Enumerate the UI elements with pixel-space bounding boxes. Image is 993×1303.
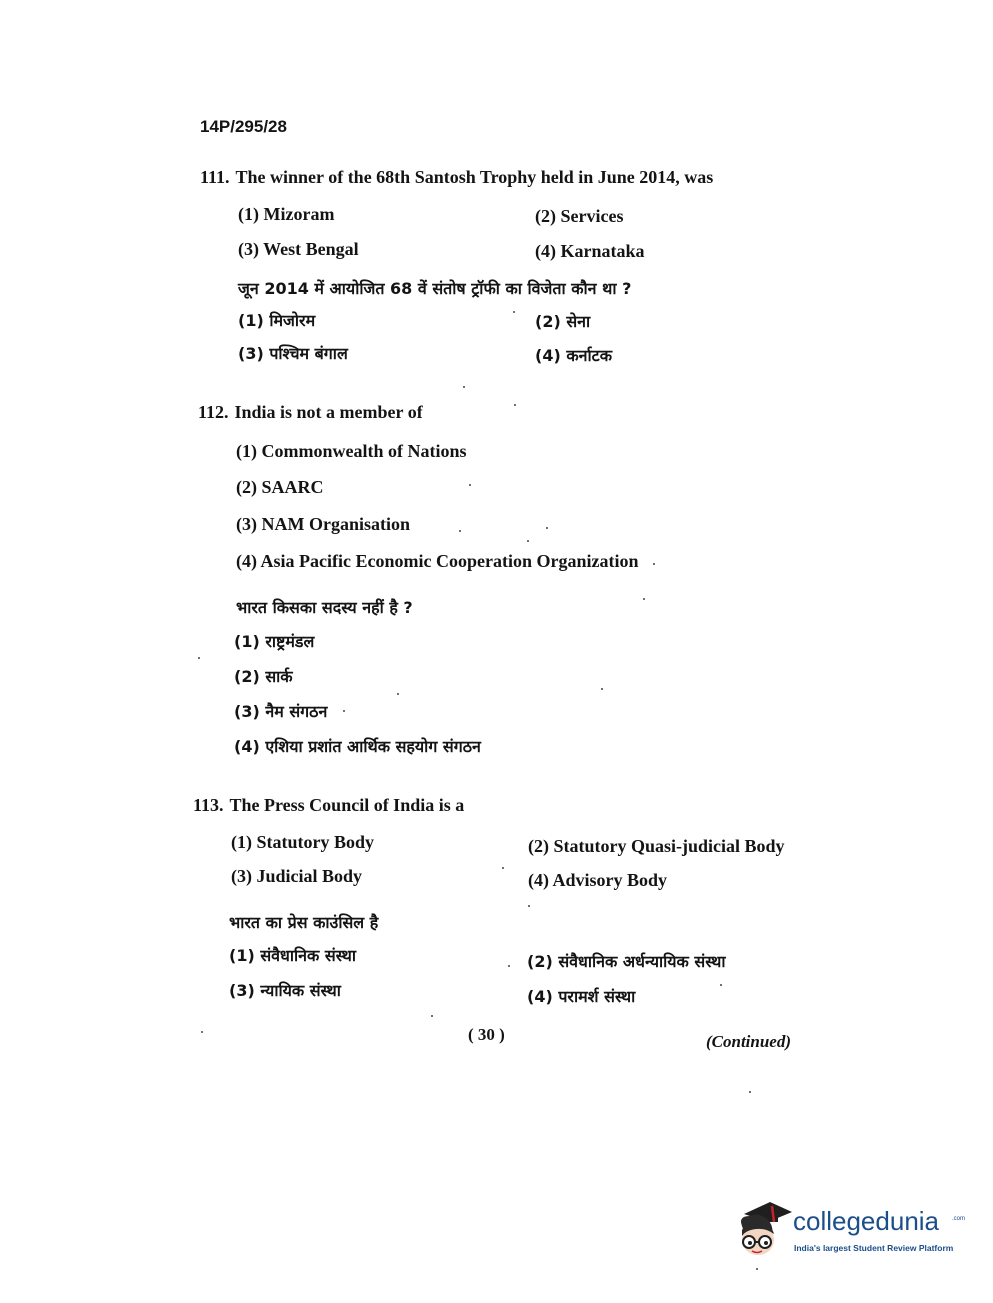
- hindi-question-112: भारत किसका सदस्य नहीं है ?: [236, 598, 413, 617]
- question-text: India is not a member of: [234, 402, 423, 422]
- scan-speck: [459, 530, 461, 532]
- scan-speck: [508, 965, 510, 967]
- question-number: 113.: [193, 795, 224, 815]
- scan-speck: [198, 657, 200, 659]
- option-113-4: (4) Advisory Body: [528, 870, 668, 890]
- hindi-option-111-4: (4) कर्नाटक: [535, 346, 612, 365]
- scan-speck: [513, 311, 515, 313]
- option-112-4: (4) Asia Pacific Economic Cooperation Organization: [236, 551, 639, 571]
- scan-speck: [397, 693, 399, 695]
- scan-speck: [343, 710, 345, 712]
- scan-speck: [756, 1268, 758, 1270]
- option-113-1: (1) Statutory Body: [231, 832, 374, 852]
- scan-speck: [431, 1015, 433, 1017]
- scan-speck: [546, 527, 548, 529]
- scan-speck: [527, 540, 529, 542]
- question-113: [193, 795, 464, 816]
- hindi-option-111-2: (2) सेना: [535, 312, 591, 331]
- option-111-2: (2) Services: [535, 206, 624, 226]
- scan-speck: [528, 905, 530, 907]
- question-number: 112.: [198, 402, 229, 422]
- option-112-2: (2) SAARC: [236, 477, 324, 497]
- hindi-option-112-4: (4) एशिया प्रशांत आर्थिक सहयोग संगठन: [234, 737, 481, 756]
- scan-speck: [463, 386, 465, 388]
- logo-domain-suffix: .com: [952, 1216, 966, 1222]
- scan-speck: [502, 867, 504, 869]
- option-113-3: (3) Judicial Body: [231, 866, 363, 886]
- scan-speck: [749, 1091, 751, 1093]
- logo-wordmark: collegedunia: [793, 1206, 940, 1236]
- scan-speck: [514, 404, 516, 406]
- hindi-option-111-1: (1) मिजोरम: [238, 311, 316, 330]
- continued-label: (Continued): [706, 1032, 792, 1051]
- scan-speck: [469, 484, 471, 486]
- mascot-icon: [734, 1196, 794, 1262]
- hindi-question-111: जून 2014 में आयोजित 68 वें संतोष ट्रॉफी का विजेता कौन था ?: [238, 279, 632, 298]
- option-112-1: (1) Commonwealth of Nations: [236, 441, 467, 461]
- hindi-option-112-1: (1) राष्ट्रमंडल: [234, 632, 315, 651]
- hindi-option-112-3: (3) नैम संगठन: [234, 702, 328, 721]
- question-text: The winner of the 68th Santosh Trophy held in June 2014, was: [235, 167, 714, 187]
- scan-speck: [720, 984, 722, 986]
- hindi-option-113-3: (3) न्यायिक संस्था: [229, 981, 341, 1000]
- question-text: The Press Council of India is a: [229, 795, 465, 815]
- page-number: ( 30 ): [468, 1025, 505, 1044]
- question-112: [198, 402, 423, 423]
- option-112-3: (3) NAM Organisation: [236, 514, 410, 534]
- option-113-2: (2) Statutory Quasi-judicial Body: [528, 836, 785, 856]
- option-111-3: (3) West Bengal: [238, 239, 359, 259]
- logo-tagline: India's largest Student Review Platform: [794, 1243, 954, 1253]
- hindi-option-113-1: (1) संवैधानिक संस्था: [229, 946, 356, 965]
- paper-code: 14P/295/28: [200, 117, 287, 136]
- hindi-question-113: भारत का प्रेस काउंसिल है: [229, 913, 379, 932]
- scan-speck: [643, 598, 645, 600]
- collegedunia-logo[interactable]: [734, 1196, 966, 1266]
- hindi-option-111-3: (3) पश्चिम बंगाल: [238, 344, 348, 363]
- hindi-option-113-4: (4) परामर्श संस्था: [527, 987, 636, 1006]
- hindi-option-112-2: (2) सार्क: [234, 667, 293, 686]
- question-111: [200, 167, 713, 188]
- scan-speck: [653, 563, 655, 565]
- question-number: 111.: [200, 167, 230, 187]
- hindi-option-113-2: (2) संवैधानिक अर्धन्यायिक संस्था: [527, 952, 726, 971]
- option-111-4: (4) Karnataka: [535, 241, 645, 261]
- scan-speck: [601, 688, 603, 690]
- option-111-1: (1) Mizoram: [238, 204, 335, 224]
- scan-speck: [201, 1031, 203, 1033]
